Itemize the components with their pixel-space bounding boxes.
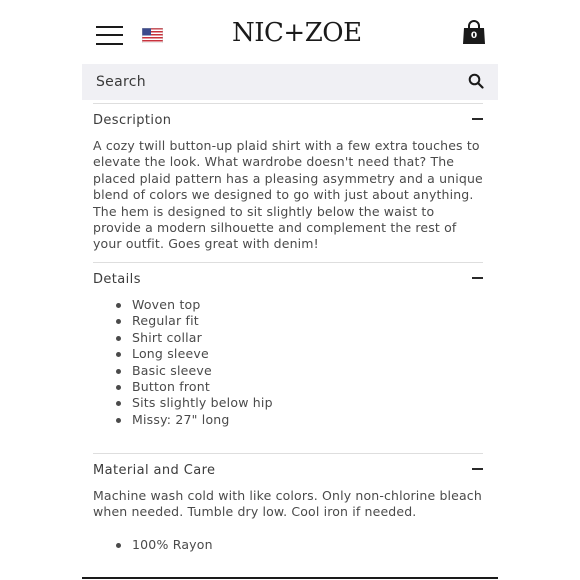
- description-heading[interactable]: Description: [93, 113, 172, 128]
- hamburger-menu-icon[interactable]: [96, 26, 123, 45]
- minus-icon[interactable]: [472, 468, 483, 470]
- search-icon[interactable]: [468, 73, 484, 89]
- section-divider: [93, 103, 483, 104]
- list-item: Basic sleeve: [113, 363, 273, 379]
- section-divider: [93, 453, 483, 454]
- list-item: Long sleeve: [113, 346, 273, 362]
- brand-logo[interactable]: NIC+ZOE: [232, 18, 362, 48]
- section-divider: [93, 262, 483, 263]
- list-item: Shirt collar: [113, 330, 273, 346]
- list-item: Sits slightly below hip: [113, 395, 273, 411]
- us-flag-icon[interactable]: [142, 28, 163, 43]
- minus-icon[interactable]: [472, 277, 483, 279]
- minus-icon[interactable]: [472, 118, 483, 120]
- description-text: A cozy twill button-up plaid shirt with a few extra touches to elevate the look. What wardrobe doesn't need that? The placed plaid pattern has a pleasing asymmetry and a unique blend of colors we designed to go with just about anything. The hem is designed to sit slightly below the waist to provide a modern silhouette and complement the rest of your outfit. Goes great with denim!: [93, 138, 483, 252]
- cart-count-badge: 0: [470, 31, 478, 41]
- material-list: [113, 537, 213, 553]
- footer-rule: [82, 577, 498, 579]
- search-bar: [82, 64, 498, 100]
- list-item: Missy: 27" long: [113, 412, 273, 428]
- site-header: [0, 0, 580, 64]
- material-care-heading[interactable]: Material and Care: [93, 463, 216, 478]
- details-heading[interactable]: Details: [93, 272, 141, 287]
- list-item: Regular fit: [113, 313, 273, 329]
- search-input[interactable]: [96, 71, 446, 93]
- details-list: [113, 297, 273, 428]
- list-item: 100% Rayon: [113, 537, 213, 553]
- cart-button[interactable]: [462, 20, 486, 45]
- list-item: Button front: [113, 379, 273, 395]
- material-care-text: Machine wash cold with like colors. Only non-chlorine bleach when needed. Tumble dry low. Cool iron if needed.: [93, 488, 482, 520]
- list-item: Woven top: [113, 297, 273, 313]
